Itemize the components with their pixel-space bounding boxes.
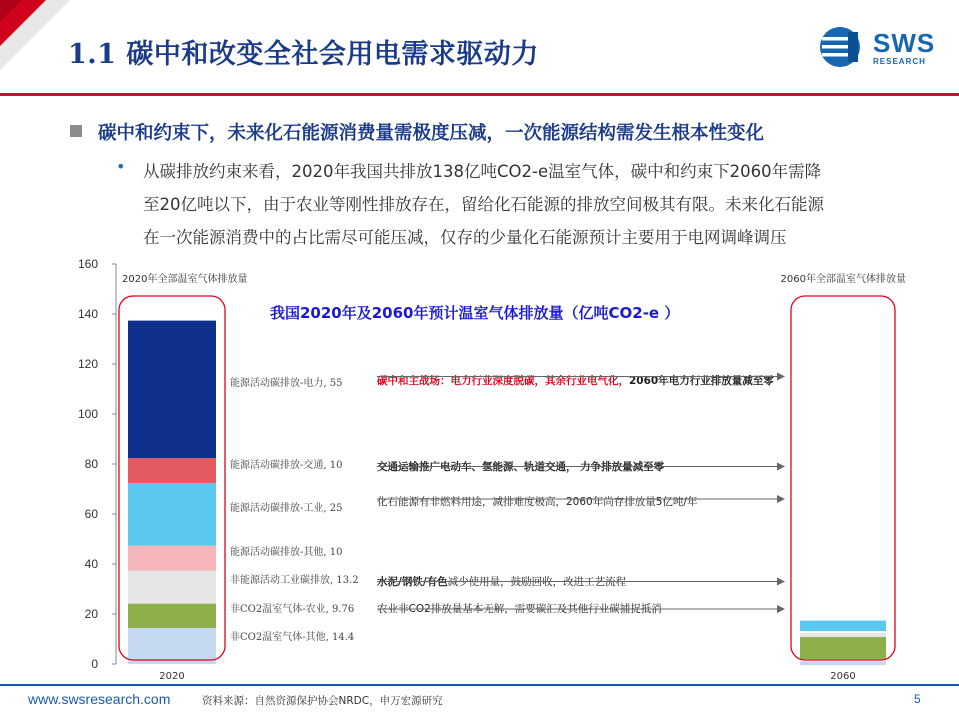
- page-number: 5: [914, 692, 921, 706]
- y-tick-label: 80: [84, 457, 98, 471]
- footer-source: 资料来源：自然资源保护协会NRDC，申万宏源研究: [202, 695, 443, 707]
- column-highlight-box: [791, 296, 895, 660]
- bar-segment: [800, 633, 886, 637]
- series-label: 能源活动碳排放-工业, 25: [230, 503, 343, 514]
- bar-segment: [800, 621, 886, 632]
- series-label: 非CO2温室气体-农业, 9.76: [230, 604, 355, 615]
- bar-segment: [128, 483, 216, 545]
- paragraph-line: 从碳排放约束来看，2020年我国共排放138亿吨CO2-e温室气体，碳中和约束下2060年需降: [143, 162, 822, 181]
- section-heading: 碳中和约束下，未来化石能源消费量需极度压减，一次能源结构需发生根本性变化: [98, 123, 765, 144]
- paragraph-line: 在一次能源消费中的占比需尽可能压减，仅存的少量化石能源预计主要用于电网调峰调压: [143, 228, 787, 247]
- bar-segment: [128, 458, 216, 483]
- bar-segment: [128, 546, 216, 571]
- page-title: 1.1 碳中和改变全社会用电需求驱动力: [68, 39, 539, 70]
- y-tick-label: 40: [84, 557, 98, 571]
- series-label: 非CO2温室气体-其他, 14.4: [230, 632, 355, 643]
- series-label: 能源活动碳排放-交通, 10: [230, 460, 343, 471]
- annotation-text: 水泥/钢铁/有色减少使用量，鼓励回收，改进工艺流程: [377, 576, 627, 588]
- annotation-text: 化石能源有非燃料用途，减排难度极高，2060年尚存排放量5亿吨/年: [377, 496, 698, 508]
- y-tick-label: 120: [77, 357, 98, 371]
- logo-subtext: RESEARCH: [873, 57, 926, 66]
- bar-segment: [128, 604, 216, 628]
- footer-link[interactable]: www.swsresearch.com: [28, 691, 171, 707]
- footer-divider: [0, 684, 959, 686]
- x-category-label: 2060: [830, 671, 856, 682]
- column-label-2060: 2060年全部温室气体排放量: [780, 274, 906, 285]
- logo-wordmark: SWS: [873, 28, 936, 58]
- bar-segment: [800, 637, 886, 659]
- bar-segment: [128, 571, 216, 604]
- annotation-text: 农业非CO2排放量基本无解，需要碳汇及其他行业碳捕捉抵消: [377, 603, 662, 615]
- annotation-text: 交通运输推广电动车、氢能源、轨道交通， 力争排放量减至零: [377, 461, 665, 473]
- y-tick-label: 160: [77, 257, 98, 271]
- y-tick-label: 0: [91, 657, 98, 671]
- series-label: 能源活动碳排放-其他, 10: [230, 547, 343, 558]
- series-label: 非能源活动工业碳排放, 13.2: [230, 575, 359, 586]
- bar-segment: [128, 628, 216, 664]
- annotation-text: 碳中和主战场：电力行业深度脱碳，其余行业电气化，2060年电力行业排放量减至零: [377, 375, 774, 387]
- chart-title: 我国2020年及2060年预计温室气体排放量（亿吨CO2-e ）: [270, 304, 680, 322]
- y-tick-label: 100: [77, 407, 98, 421]
- series-label: 能源活动碳排放-电力, 55: [230, 378, 343, 389]
- bar-segment: [800, 661, 886, 665]
- x-category-label: 2020: [159, 671, 185, 682]
- paragraph-line: 至20亿吨以下，由于农业等刚性排放存在，留给化石能源的排放空间极其有限。未来化石能源: [143, 195, 824, 214]
- y-tick-label: 140: [77, 307, 98, 321]
- y-tick-label: 60: [84, 507, 98, 521]
- bullet-dot-icon: •: [116, 157, 126, 176]
- bar-segment: [128, 321, 216, 459]
- y-tick-label: 20: [84, 607, 98, 621]
- column-label-2020: 2020年全部温室气体排放量: [122, 274, 248, 285]
